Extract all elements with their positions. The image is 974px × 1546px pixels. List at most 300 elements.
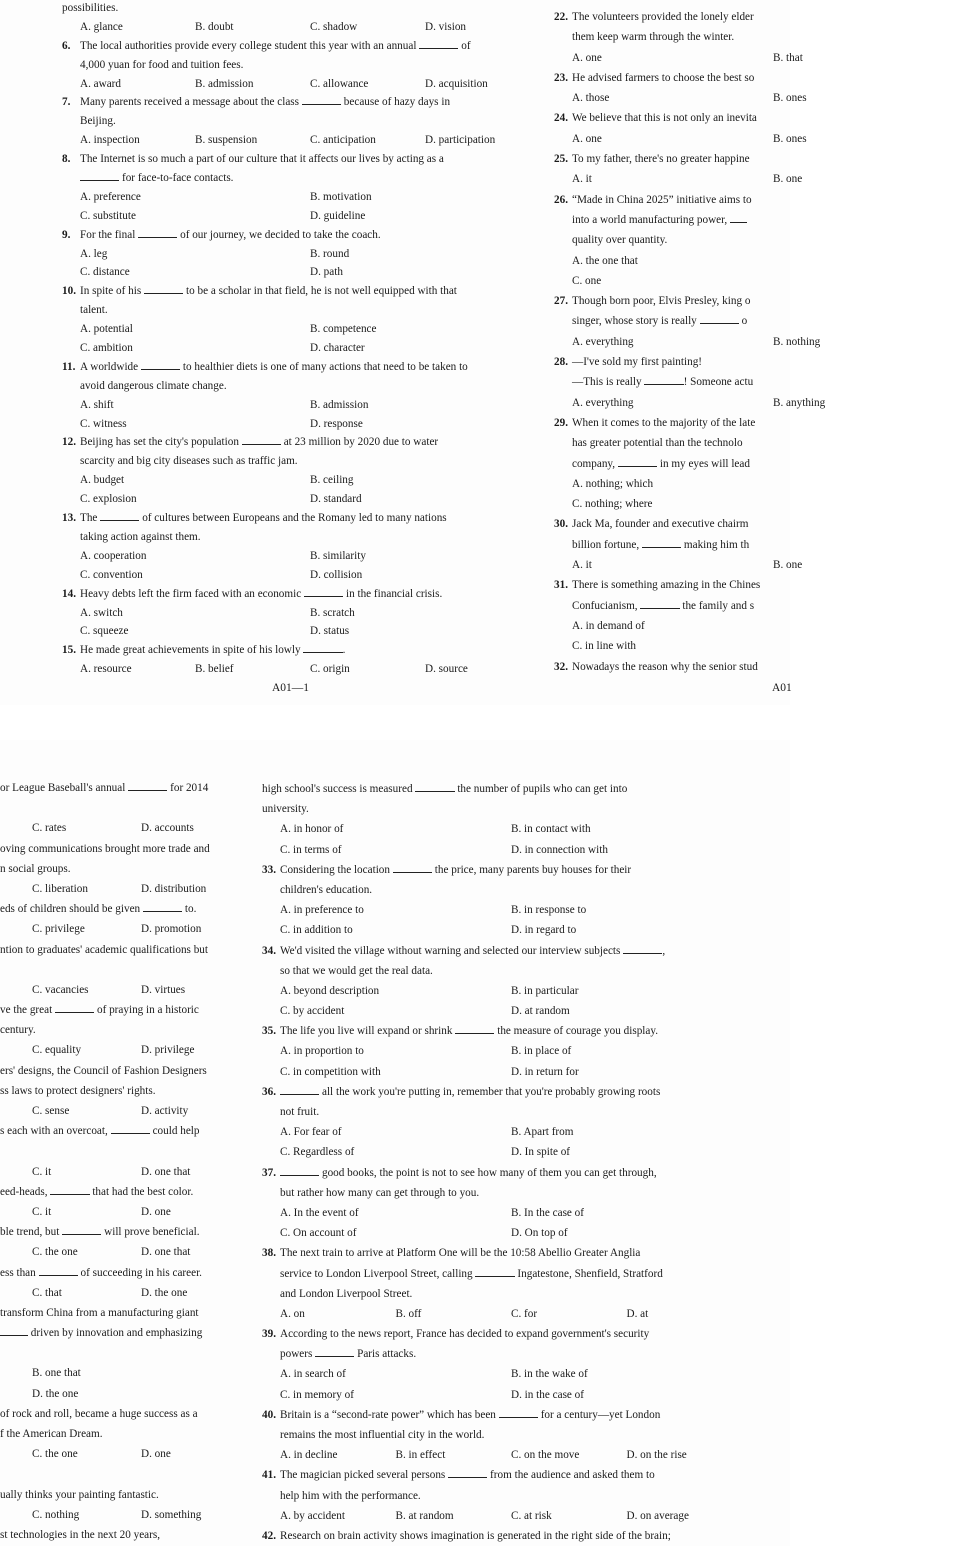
text-line: [0, 941, 250, 961]
text-line: [0, 1526, 250, 1546]
question-text: For the final of our journey, we decided to take the coach.: [80, 229, 381, 241]
question-text: and London Liverpool Street.: [280, 1287, 413, 1300]
question-number: 41.: [262, 1469, 276, 1482]
text-line: [0, 1304, 250, 1324]
text-line: [0, 840, 250, 860]
question-text: of rock and roll, became a huge success as a: [0, 1407, 198, 1420]
question-number: 24.: [554, 112, 568, 125]
question-number: 12.: [62, 436, 76, 449]
question-number: 13.: [62, 512, 76, 525]
answer-option: D. vision: [425, 20, 467, 33]
answer-option: B. in contact with: [511, 823, 591, 836]
answer-option: C. nothing: [32, 1508, 80, 1521]
question-text: eed-heads, that had the best color.: [0, 1186, 193, 1198]
text-line: [62, 56, 540, 75]
answer-option: B. one: [773, 173, 803, 186]
question-text: service to London Liverpool Street, calling Ingatestone, Shenfield, Stratford: [280, 1268, 663, 1280]
question-line: [262, 1405, 742, 1425]
text-line: [554, 211, 974, 231]
question-number: 27.: [554, 295, 568, 308]
answer-option: D. on average: [626, 1509, 689, 1522]
answer-option: D. participation: [425, 134, 496, 147]
answer-blank: [302, 93, 341, 105]
answer-option: A. in decline: [280, 1449, 338, 1462]
answer-option: C. in terms of: [280, 843, 342, 856]
answer-option: D. one that: [141, 1165, 191, 1178]
answer-option: D. the one: [32, 1387, 79, 1400]
question-text: not fruit.: [280, 1106, 320, 1118]
answer-option: D. guideline: [310, 209, 366, 222]
answer-option: D. at random: [511, 1005, 570, 1018]
answer-blank: [303, 641, 342, 653]
question-text: There is something amazing in the Chines: [572, 579, 761, 592]
text-line: [262, 1284, 742, 1304]
question-text: them keep warm through the winter.: [572, 31, 735, 44]
question-text: children's education.: [280, 883, 373, 896]
question-text: high school's success is measured the number of pupils who can get into: [262, 783, 627, 795]
question-text: When it comes to the majority of the late: [572, 416, 756, 429]
answer-option: C. in addition to: [280, 924, 353, 937]
question-text: Beijing.: [80, 115, 116, 128]
answer-option: B. admission: [195, 77, 254, 90]
question-text: The volunteers provided the lonely elder: [572, 11, 754, 23]
question-text: st technologies in the next 20 years,: [0, 1528, 161, 1541]
answer-blank: [280, 1164, 319, 1176]
answer-option: B. competence: [310, 323, 377, 336]
question-text: oving communications brought more trade and: [0, 842, 210, 855]
answer-option: C. in memory of: [280, 1388, 354, 1401]
option-row: [0, 1284, 250, 1304]
page-number-right: A01: [772, 682, 792, 694]
answer-blank: [39, 1264, 78, 1276]
question-number: 29.: [554, 416, 568, 429]
answer-option: D. on the rise: [626, 1449, 687, 1462]
question-text: Many parents received a message about the class because of hazy days in: [80, 96, 450, 108]
answer-option: B. in place of: [511, 1045, 572, 1058]
text-line: [262, 799, 742, 819]
question-text: The Internet is so much a part of our culture that it affects our lives by acting as a: [80, 153, 444, 166]
option-row: [62, 188, 540, 207]
question-text: We believe that this is not only an inevita: [572, 112, 757, 125]
question-line: [62, 641, 540, 660]
answer-option: D. path: [310, 266, 343, 279]
answer-option: B. nothing: [773, 335, 821, 348]
answer-option: B. one that: [32, 1367, 81, 1380]
option-row: [262, 1364, 742, 1384]
answer-option: D. On top of: [511, 1227, 568, 1240]
option-row: [62, 339, 540, 358]
question-text: singer, whose story is really o: [572, 315, 747, 327]
option-row: [62, 131, 540, 150]
text-line: [262, 1344, 742, 1364]
question-text: but rather how many can get through to you.: [280, 1186, 480, 1199]
question-number: 36.: [262, 1085, 276, 1098]
answer-blank: [640, 597, 679, 609]
answer-blank: [315, 1345, 354, 1357]
answer-option: A. cooperation: [80, 549, 147, 562]
question-text: We'd visited the village without warning and selected our interview subjects ,: [280, 945, 665, 957]
text-line: [0, 1486, 250, 1506]
answer-option: B. ones: [773, 92, 807, 105]
option-row: [0, 981, 250, 1001]
answer-option: D. in connection with: [511, 843, 608, 856]
answer-blank: [448, 1466, 487, 1478]
option-row: [262, 981, 742, 1001]
text-line: [0, 860, 250, 880]
question-number: 15.: [62, 644, 76, 657]
answer-option: C. substitute: [80, 209, 136, 222]
answer-blank: [730, 211, 747, 223]
text-line: [0, 1142, 250, 1162]
answer-option: B. motivation: [310, 190, 372, 203]
text-line: [62, 301, 540, 320]
question-number: 33.: [262, 863, 276, 876]
answer-option: C. the one: [32, 1448, 78, 1461]
text-line: [0, 900, 250, 920]
option-row: [62, 547, 540, 566]
question-line: [554, 658, 974, 678]
page2-right-column: [262, 779, 742, 1546]
answer-option: D. activity: [141, 1105, 189, 1117]
answer-option: C. equality: [32, 1044, 82, 1057]
answer-option: A. in honor of: [280, 823, 344, 836]
answer-blank: [419, 37, 458, 49]
option-row: [554, 89, 974, 109]
question-line: [554, 292, 974, 312]
answer-option: B. in effect: [395, 1449, 446, 1462]
question-text: n social groups.: [0, 862, 71, 875]
answer-blank: [475, 1265, 514, 1277]
option-row: [554, 617, 974, 637]
answer-blank: [111, 1122, 150, 1134]
question-number: 31.: [554, 579, 568, 592]
answer-option: C. distance: [80, 266, 130, 279]
answer-blank: [80, 169, 119, 181]
answer-option: C. it: [32, 1205, 52, 1218]
question-text: company, in my eyes will lead: [572, 458, 750, 470]
question-text: into a world manufacturing power,: [572, 214, 747, 226]
question-text: He made great achievements in spite of his lowly .: [80, 644, 345, 656]
answer-option: C. by accident: [280, 1005, 345, 1018]
question-line: [262, 1526, 742, 1546]
option-row: [554, 49, 974, 69]
answer-option: B. anything: [773, 396, 826, 409]
answer-option: B. round: [310, 247, 350, 260]
question-line: [554, 8, 974, 28]
text-line: [554, 597, 974, 617]
answer-option: D. acquisition: [425, 77, 488, 90]
answer-blank: [138, 226, 177, 238]
text-line: [0, 779, 250, 799]
question-number: 39.: [262, 1328, 276, 1341]
answer-option: A. one: [572, 51, 602, 64]
answer-option: B. off: [395, 1307, 422, 1320]
text-line: [554, 434, 974, 454]
answer-option: A. the one that: [572, 254, 638, 267]
answer-option: A. in preference to: [280, 904, 364, 917]
question-text: has greater potential than the technolo: [572, 437, 743, 450]
option-row: [262, 1304, 742, 1324]
answer-option: D. virtues: [141, 983, 186, 996]
answer-option: A. those: [572, 92, 610, 105]
answer-option: B. similarity: [310, 549, 366, 562]
text-line: [0, 1223, 250, 1243]
answer-option: C. allowance: [310, 77, 369, 90]
option-row: [0, 1203, 250, 1223]
text-line: [262, 1425, 742, 1445]
option-row: [262, 840, 742, 860]
question-number: 30.: [554, 518, 568, 531]
answer-blank: [50, 1183, 89, 1195]
question-line: [554, 150, 974, 170]
answer-blank: [700, 312, 739, 324]
answer-option: D. response: [310, 417, 363, 430]
text-line: [0, 1344, 250, 1364]
question-text: The of cultures between Europeans and the Romany led to many nations: [80, 512, 447, 524]
option-row: [262, 1122, 742, 1142]
answer-option: C. explosion: [80, 493, 137, 506]
answer-option: C. On account of: [280, 1227, 357, 1240]
option-row: [554, 637, 974, 657]
question-text: ess than of succeeding in his career.: [0, 1267, 202, 1279]
answer-option: A. potential: [80, 323, 133, 336]
question-text: f the American Dream.: [0, 1428, 103, 1440]
question-text: He advised farmers to choose the best so: [572, 71, 755, 84]
option-row: [262, 1001, 742, 1021]
question-text: The next train to arrive at Platform One will be the 10:58 Abellio Greater Anglia: [280, 1247, 641, 1260]
answer-option: C. at risk: [511, 1509, 552, 1522]
answer-option: A. award: [80, 77, 122, 90]
question-number: 25.: [554, 153, 568, 166]
answer-option: C. privilege: [32, 923, 85, 936]
question-text: The magician picked several persons from the audience and asked them to: [280, 1469, 655, 1481]
answer-blank: [499, 1406, 538, 1418]
answer-option: A. glance: [80, 20, 123, 33]
text-line: [262, 1183, 742, 1203]
question-text: taking action against them.: [80, 530, 201, 543]
answer-option: B. admission: [310, 398, 369, 411]
question-number: 26.: [554, 193, 568, 206]
option-row: [262, 1062, 742, 1082]
answer-option: B. suspension: [195, 134, 258, 147]
option-row: [62, 320, 540, 339]
option-row: [62, 415, 540, 434]
option-row: [0, 1385, 250, 1405]
question-text: Nowadays the reason why the senior stud: [572, 660, 758, 673]
answer-blank: [280, 1083, 319, 1095]
exam-page-1: [0, 0, 826, 705]
answer-option: B. Apart from: [511, 1126, 574, 1139]
question-line: [62, 433, 540, 452]
question-text: A worldwide to healthier diets is one of many actions that need to be taken to: [80, 361, 468, 373]
answer-option: D. In spite of: [511, 1146, 571, 1159]
answer-option: B. belief: [195, 663, 234, 676]
question-line: [262, 1021, 742, 1041]
question-text: —I've sold my first painting!: [572, 356, 703, 369]
option-row: [62, 490, 540, 509]
text-line: [0, 1465, 250, 1485]
text-line: [554, 28, 974, 48]
text-line: [554, 373, 974, 393]
question-text: ble trend, but will prove beneficial.: [0, 1226, 200, 1238]
question-text: powers Paris attacks.: [280, 1348, 416, 1360]
text-line: [262, 961, 742, 981]
answer-option: C. Regardless of: [280, 1146, 355, 1159]
answer-option: C. squeeze: [80, 625, 129, 638]
answer-option: A. switch: [80, 606, 123, 619]
question-line: [62, 585, 540, 604]
option-row: [0, 920, 250, 940]
answer-option: D. something: [141, 1508, 202, 1521]
question-number: 14.: [62, 587, 76, 600]
question-text: Though born poor, Elvis Presley, king o: [572, 295, 751, 308]
question-number: 6.: [62, 39, 71, 52]
option-row: [262, 819, 742, 839]
option-row: [554, 170, 974, 190]
text-line: [0, 1324, 250, 1344]
question-text: avoid dangerous climate change.: [80, 379, 227, 392]
option-row: [62, 660, 540, 679]
answer-option: A. resource: [80, 663, 132, 676]
text-line: [62, 112, 540, 131]
text-line: [262, 1486, 742, 1506]
option-row: [62, 207, 540, 226]
answer-option: C. convention: [80, 568, 143, 581]
question-text: Research on brain activity shows imagination is generated in the right side of the brain;: [280, 1529, 671, 1542]
text-line: [0, 1021, 250, 1041]
option-row: [554, 130, 974, 150]
question-line: [262, 1082, 742, 1102]
option-row: [62, 396, 540, 415]
page2-left-column: [0, 779, 250, 1546]
text-line: [62, 169, 540, 188]
answer-option: D. in the case of: [511, 1388, 585, 1401]
text-line: [0, 1405, 250, 1425]
question-line: [554, 414, 974, 434]
option-row: [62, 604, 540, 623]
question-text: In spite of his to be a scholar in that field, he is not well equipped with that: [80, 285, 457, 297]
option-row: [62, 245, 540, 264]
option-row: [554, 495, 974, 515]
text-line: [0, 1264, 250, 1284]
question-number: 8.: [62, 153, 71, 166]
option-row: [262, 1445, 742, 1465]
answer-option: C. that: [32, 1286, 62, 1299]
answer-option: B. one: [773, 559, 803, 572]
answer-option: C. witness: [80, 417, 127, 430]
answer-blank: [143, 900, 182, 912]
question-number: 40.: [262, 1408, 276, 1421]
text-line: [62, 0, 540, 18]
answer-option: C. rates: [32, 822, 67, 835]
question-text: Heavy debts left the firm faced with an economic in the financial crisis.: [80, 588, 442, 600]
option-row: [262, 1142, 742, 1162]
question-number: 28.: [554, 356, 568, 369]
question-number: 10.: [62, 285, 76, 298]
answer-option: C. anticipation: [310, 134, 376, 147]
answer-option: D. distribution: [141, 882, 207, 895]
text-line: [262, 779, 742, 799]
answer-option: C. liberation: [32, 882, 88, 895]
answer-blank: [0, 1324, 28, 1336]
answer-option: D. status: [310, 625, 350, 638]
text-line: [0, 1062, 250, 1082]
question-line: [62, 282, 540, 301]
answer-option: A. in proportion to: [280, 1045, 364, 1058]
text-line: [554, 455, 974, 475]
answer-blank: [55, 1001, 94, 1013]
answer-blank: [623, 942, 662, 954]
question-text: s each with an overcoat, could help: [0, 1125, 200, 1137]
option-row: [262, 1203, 742, 1223]
question-text: for face-to-face contacts.: [80, 172, 233, 184]
answer-option: C. shadow: [310, 20, 358, 33]
answer-option: B. ones: [773, 132, 807, 145]
question-line: [262, 1243, 742, 1263]
option-row: [62, 566, 540, 585]
answer-blank: [455, 1022, 494, 1034]
question-text: talent.: [80, 304, 108, 317]
question-text: —This is really ! Someone actu: [572, 376, 753, 388]
question-line: [554, 191, 974, 211]
answer-option: B. that: [773, 51, 803, 64]
question-text: or League Baseball's annual for 2014: [0, 782, 208, 794]
option-row: [0, 880, 250, 900]
question-line: [62, 226, 540, 245]
answer-option: D. accounts: [141, 822, 194, 835]
answer-blank: [100, 509, 139, 521]
question-text: all the work you're putting in, remember that you're probably growing roots: [280, 1086, 660, 1098]
answer-option: A. in search of: [280, 1368, 346, 1381]
answer-blank: [393, 861, 432, 873]
answer-option: C. the one: [32, 1246, 78, 1259]
answer-option: C. origin: [310, 663, 350, 676]
answer-option: D. at: [626, 1307, 649, 1320]
text-line: [554, 312, 974, 332]
question-number: 7.: [62, 96, 71, 109]
option-row: [0, 1506, 250, 1526]
question-number: 22.: [554, 11, 568, 23]
option-row: [554, 333, 974, 353]
question-text: ve the great of praying in a historic: [0, 1004, 199, 1016]
answer-option: C. one: [572, 274, 602, 287]
text-line: [0, 1001, 250, 1021]
text-line: [0, 1082, 250, 1102]
question-line: [554, 576, 974, 596]
question-text: good books, the point is not to see how many of them you can get through,: [280, 1167, 657, 1179]
answer-option: D. privilege: [141, 1044, 195, 1057]
option-row: [554, 272, 974, 292]
question-text: Confucianism, the family and s: [572, 600, 754, 612]
question-line: [262, 860, 742, 880]
answer-option: D. in return for: [511, 1065, 579, 1078]
answer-option: D. one that: [141, 1246, 191, 1259]
text-line: [0, 1183, 250, 1203]
question-text: ers' designs, the Council of Fashion Designers: [0, 1064, 207, 1077]
option-row: [0, 1041, 250, 1061]
option-row: [554, 556, 974, 576]
answer-option: B. In the case of: [511, 1206, 585, 1219]
question-line: [62, 358, 540, 377]
question-number: 42.: [262, 1529, 276, 1542]
answer-option: B. at random: [395, 1509, 454, 1522]
answer-option: A. in demand of: [572, 619, 645, 632]
question-text: Considering the location the price, many parents buy houses for their: [280, 864, 631, 876]
answer-option: A. In the event of: [280, 1206, 359, 1219]
answer-option: A. budget: [80, 474, 125, 487]
option-row: [0, 1243, 250, 1263]
question-text: ually thinks your painting fantastic.: [0, 1488, 159, 1501]
